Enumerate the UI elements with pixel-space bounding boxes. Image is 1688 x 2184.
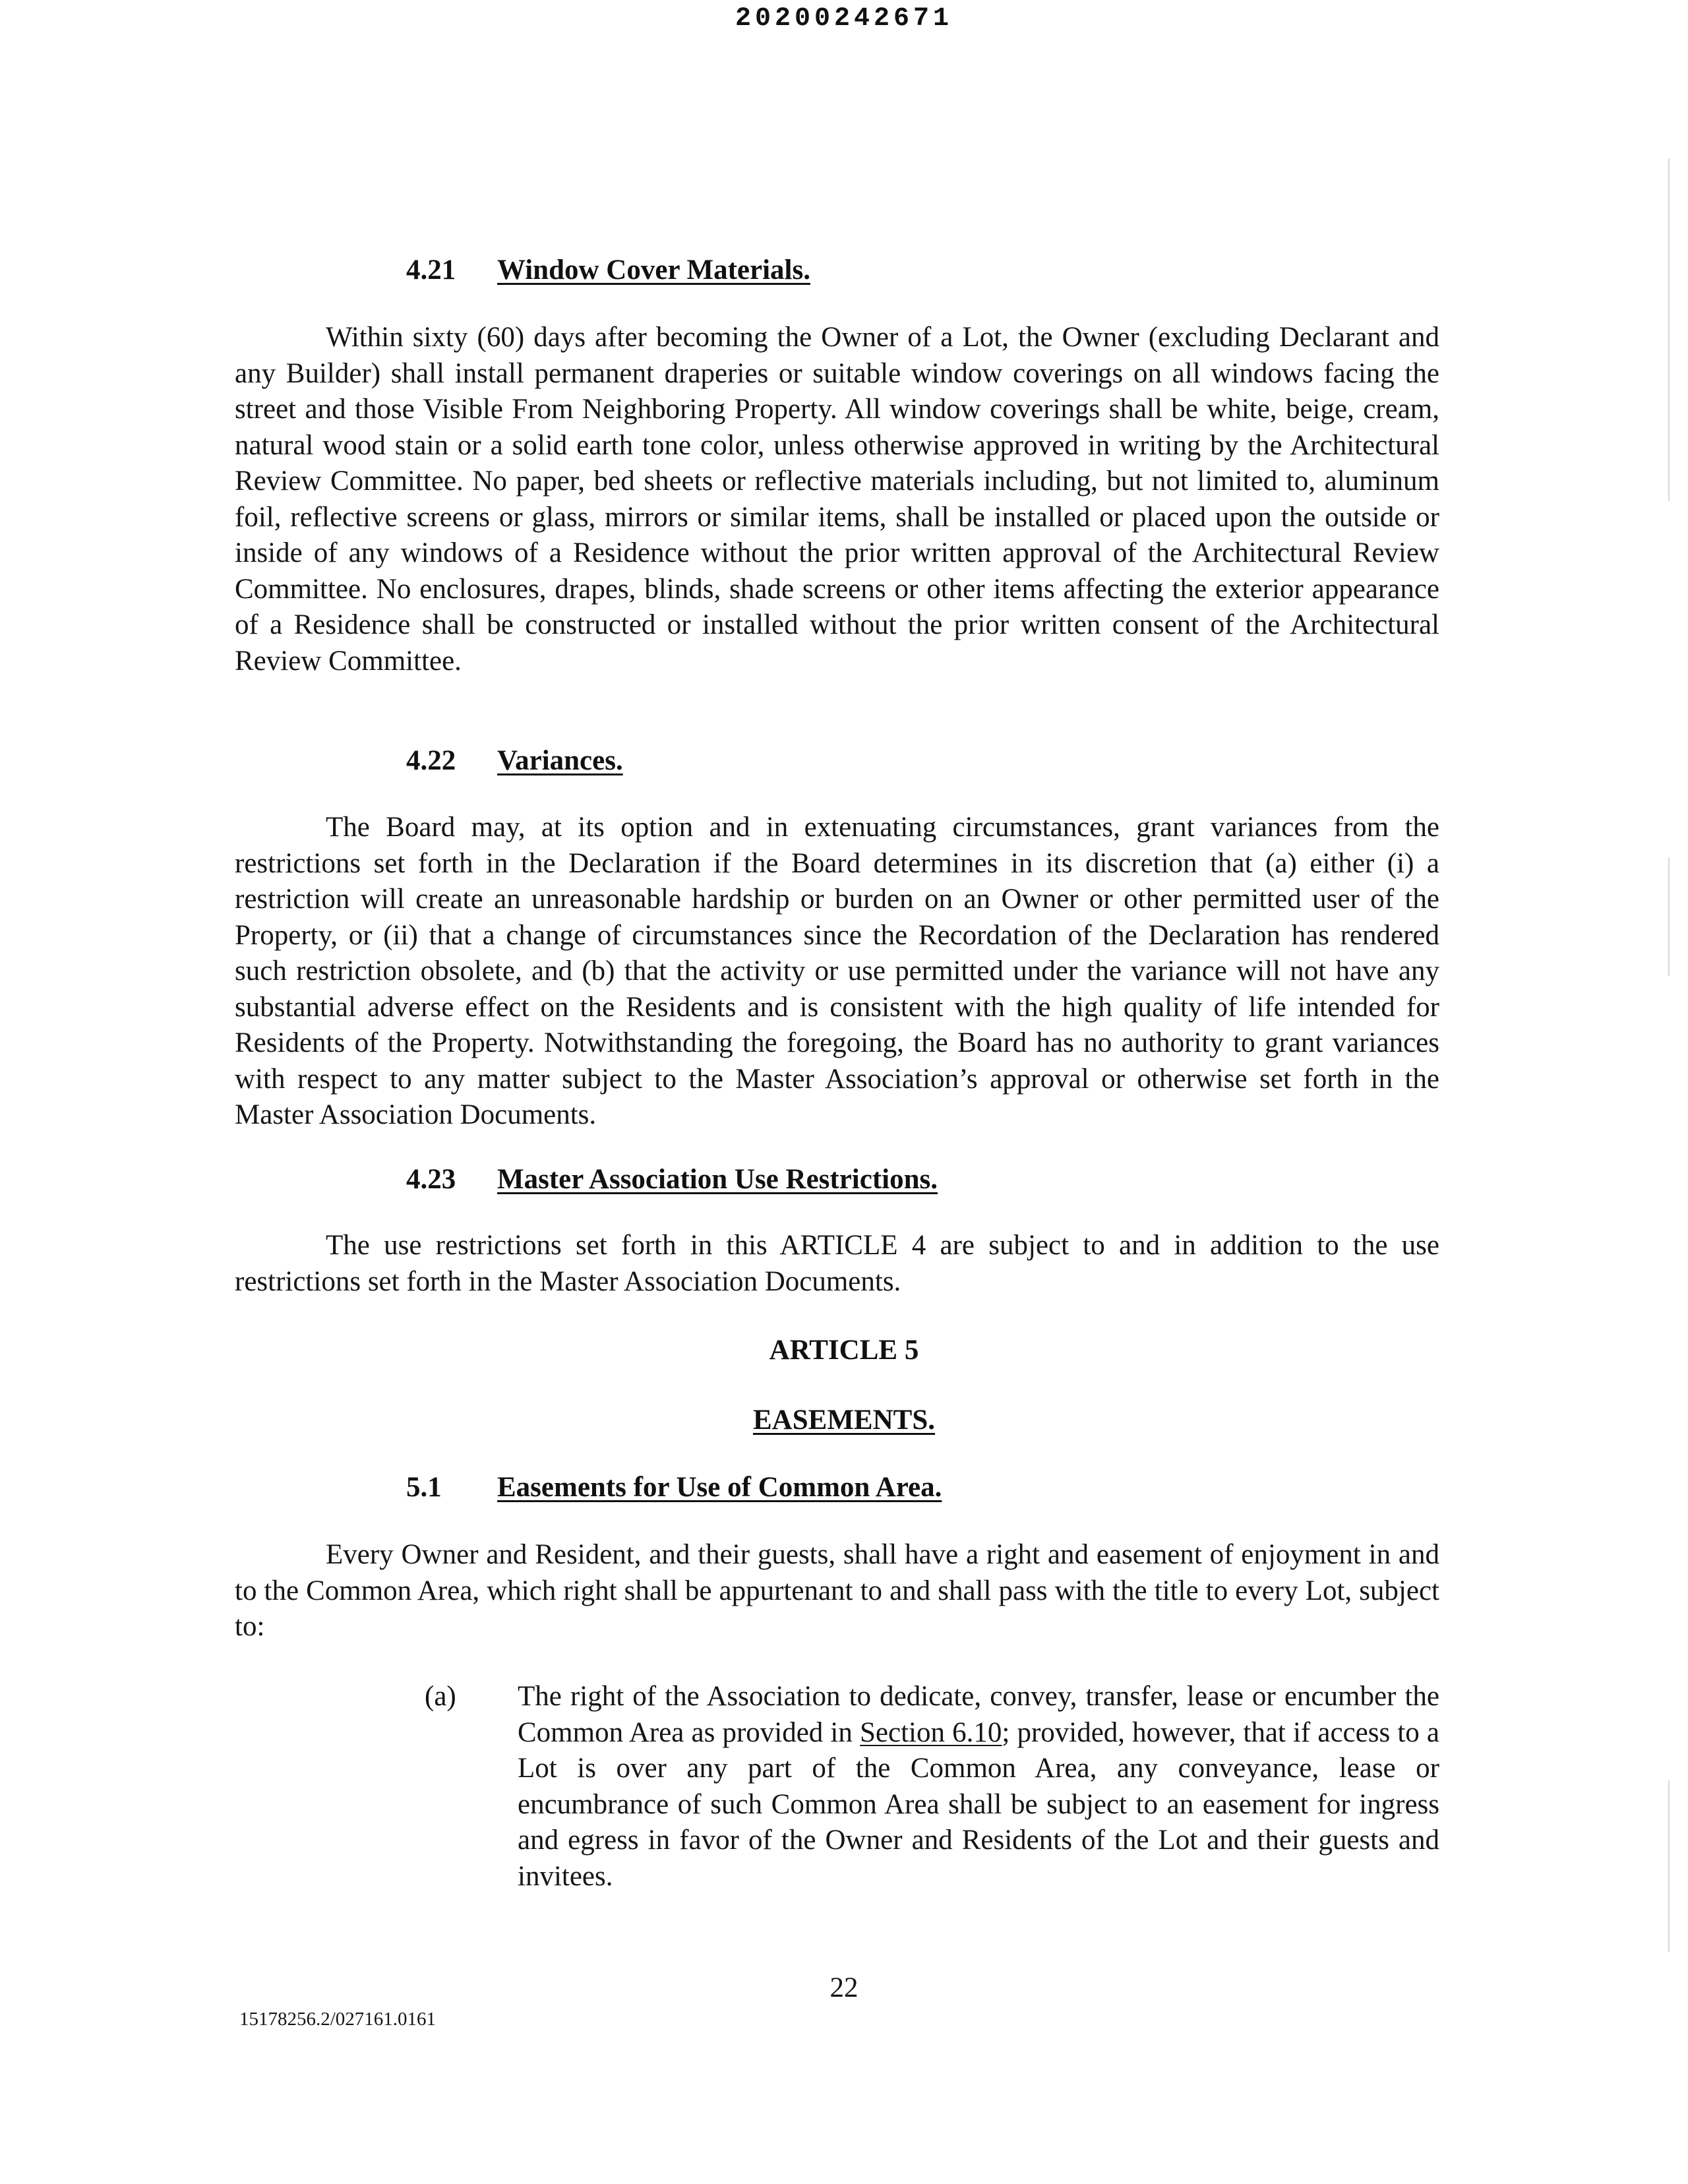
section-4-23-heading [406, 1162, 938, 1198]
list-item-label: (a) [425, 1681, 456, 1712]
scan-artifact [1668, 857, 1670, 976]
list-item-text [518, 1679, 1439, 1895]
document-id: 15178256.2/027161.0161 [239, 2009, 437, 2030]
section-reference: Section 6.10 [860, 1716, 1002, 1748]
section-4-21-body: Within sixty (60) days after becoming the Owner of a Lot, the Owner (excluding Declarant and any Builder) shall install permanent draperies or suitable window coverings on all windows facing the street and those Visible From Neighboring Property. All window coverings shall be white, beige, cream, natural wood stain or a solid earth tone color, unless otherwise approved in writing by the Architectural Review Committee. No paper, bed sheets or reflective materials including, but not limited to, aluminum foil, reflective screens or glass, mirrors or similar items, shall be installed or placed upon the outside or inside of any windows of a Residence without the prior written approval of the Architectural Review Committee. No enclosures, drapes, blinds, shade screens or other items affecting the exterior appearance of a Residence shall be constructed or installed without the prior written consent of the Architectural Review Committee. [235, 322, 1439, 677]
section-5-1-heading [406, 1470, 942, 1505]
section-5-1-body: Every Owner and Resident, and their guests, shall have a right and easement of enjoyment in and to the Common Area, which right shall be appurtenant to and shall pass with the title to every Lot, subject to: [235, 1539, 1439, 1642]
section-4-23-body: The use restrictions set forth in this ARTICLE 4 are subject to and in addition to the use restrictions set forth in the Master Association Documents. [235, 1230, 1439, 1297]
article-title-text: EASEMENTS. [753, 1405, 935, 1436]
list-item-text-end: ; provided, however, that if access to a Lot is over any part of the Common Area, any conveyance, lease or encumbrance of such Common Area shall be subject to an easement for ingress and egress in favor of the Owner and Residents of the Lot and their guests and invitees. [518, 1716, 1439, 1892]
article-label: ARTICLE 5 [769, 1335, 919, 1366]
section-number: 4.23 [406, 1164, 456, 1195]
section-title: Master Association Use Restrictions. [497, 1164, 938, 1195]
section-number: 5.1 [406, 1472, 442, 1503]
section-4-21-heading [406, 253, 810, 288]
section-number: 4.22 [406, 745, 456, 776]
article-title [0, 1403, 1688, 1438]
section-title: Variances. [497, 745, 623, 776]
scan-artifact [1668, 158, 1670, 501]
section-4-22-heading [406, 743, 623, 779]
section-4-22-body: The Board may, at its option and in extenuating circumstances, grant variances from the restrictions set forth in the Declaration if the Board determines in its discretion that (a) either (i) a restriction will create an unreasonable hardship or burden on an Owner or other permitted user of the Property, or (ii) that a change of circumstances since the Recordation of the Declaration has rendered such restriction obsolete, and (b) that the activity or use permitted under the variance will not have any substantial adverse effect on the Residents and is consistent with the high quality of life intended for Residents of the Property. Notwithstanding the foregoing, the Board has no authority to grant variances with respect to any matter subject to the Master Association’s approval or otherwise set forth in the Master Association Documents. [235, 812, 1439, 1130]
section-title: Window Cover Materials. [497, 255, 810, 286]
list-item-text-start: The right of the Association to dedicate, convey, transfer, lease or encumber the Common Area as provided in [518, 1681, 1439, 1748]
recording-number: 20200242671 [735, 4, 953, 34]
section-title: Easements for Use of Common Area. [497, 1472, 942, 1503]
scan-artifact [1668, 1780, 1670, 1952]
section-number: 4.21 [406, 255, 456, 286]
page-number: 22 [829, 1972, 859, 2003]
